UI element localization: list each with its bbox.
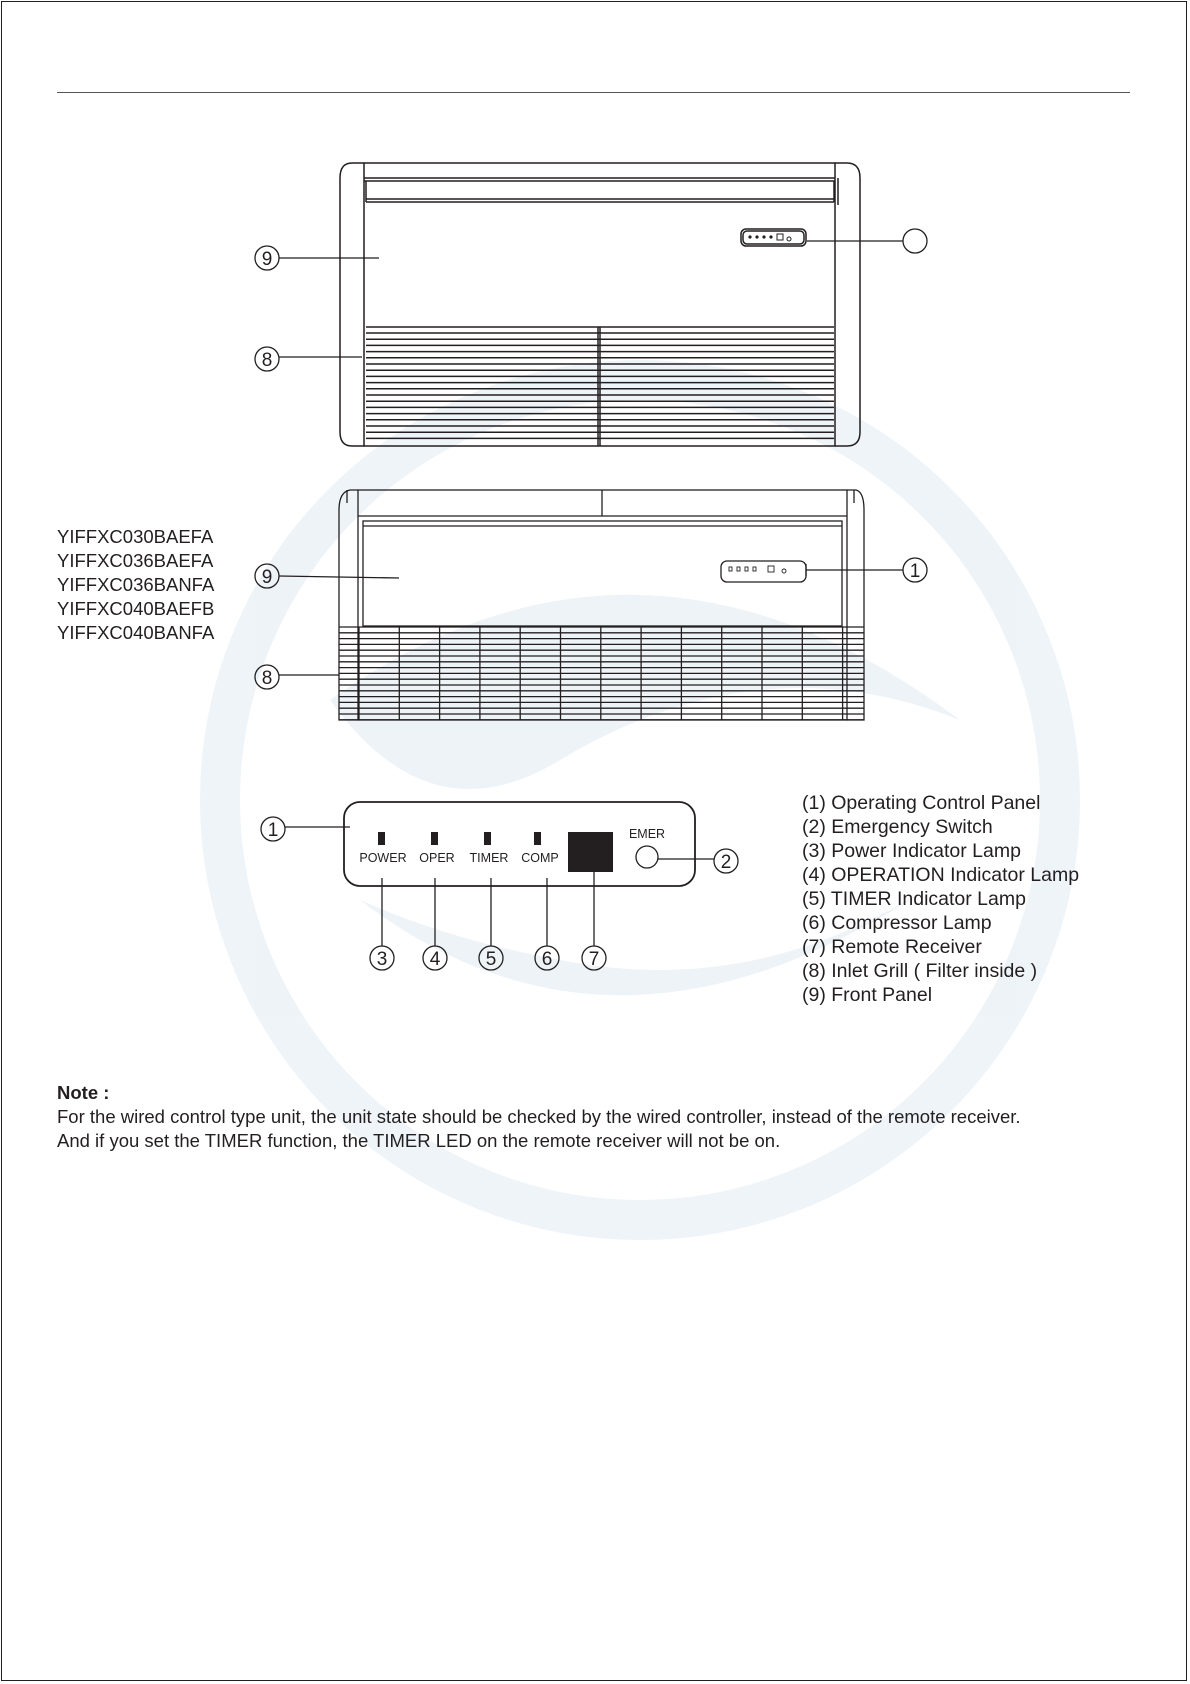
callout-1-panel-number: 1 [267, 820, 279, 841]
control-panel-detail [344, 802, 695, 886]
label-emer: EMER [628, 827, 666, 841]
callout-4-number: 4 [429, 949, 441, 970]
timer-lamp [484, 832, 491, 845]
note-block [57, 1081, 1021, 1153]
callout-8-top [255, 347, 362, 371]
model-item: YIFFXC030BAEFA [57, 526, 214, 547]
callout-4 [423, 878, 447, 970]
model-item: YIFFXC036BAEFA [57, 550, 214, 571]
callout-6-number: 6 [541, 949, 553, 970]
note-line: For the wired control type unit, the unit state should be checked by the wired controller, instead of the remote receiver. [57, 1106, 1021, 1127]
legend-item: (6) Compressor Lamp [802, 912, 992, 934]
model-item: YIFFXC036BANFA [57, 574, 215, 595]
legend-item: (3) Power Indicator Lamp [802, 840, 1021, 862]
display-dots-middle [729, 566, 786, 573]
legend-item: (5) TIMER Indicator Lamp [802, 888, 1026, 910]
callout-2-number: 2 [720, 852, 732, 873]
callout-9-middle-number: 9 [261, 567, 273, 588]
callout-1-top [807, 229, 927, 253]
power-lamp [378, 832, 385, 845]
callout-3-number: 3 [376, 949, 388, 970]
callout-1-middle-number: 1 [909, 561, 921, 582]
comp-lamp [534, 832, 541, 845]
emergency-switch [636, 846, 658, 868]
label-power: POWER [359, 851, 407, 865]
model-item: YIFFXC040BAEFB [57, 598, 215, 619]
callout-1-middle [806, 558, 927, 582]
legend-item: (7) Remote Receiver [802, 936, 982, 958]
note-title: Note : [57, 1082, 110, 1103]
legend-item: (9) Front Panel [802, 984, 933, 1006]
legend-item: (4) OPERATION Indicator Lamp [802, 864, 1080, 886]
callout-8-middle [255, 665, 339, 689]
legend-item: (8) Inlet Grill ( Filter inside ) [802, 960, 1038, 982]
label-oper: OPER [419, 851, 455, 865]
label-comp: COMP [521, 851, 559, 865]
callout-2 [658, 849, 738, 873]
callout-1-panel [261, 817, 350, 841]
callout-7-number: 7 [588, 949, 600, 970]
callout-9-top-number: 9 [261, 249, 273, 270]
callout-5-number: 5 [485, 949, 497, 970]
model-list [57, 525, 214, 645]
callout-9-top [255, 246, 379, 270]
remote-receiver [568, 832, 613, 872]
oper-lamp [431, 832, 438, 845]
legend-item: (1) Operating Control Panel [802, 792, 1041, 814]
callout-8-top-number: 8 [261, 350, 273, 371]
legend-item: (2) Emergency Switch [802, 816, 993, 838]
label-timer: TIMER [469, 851, 509, 865]
callout-8-middle-number: 8 [261, 668, 273, 689]
display-dots-top [748, 234, 791, 241]
note-line: And if you set the TIMER function, the TIMER LED on the remote receiver will not be on. [57, 1130, 781, 1151]
parts-legend [802, 791, 1079, 1007]
callout-3 [370, 878, 394, 970]
model-item: YIFFXC040BANFA [57, 622, 215, 643]
